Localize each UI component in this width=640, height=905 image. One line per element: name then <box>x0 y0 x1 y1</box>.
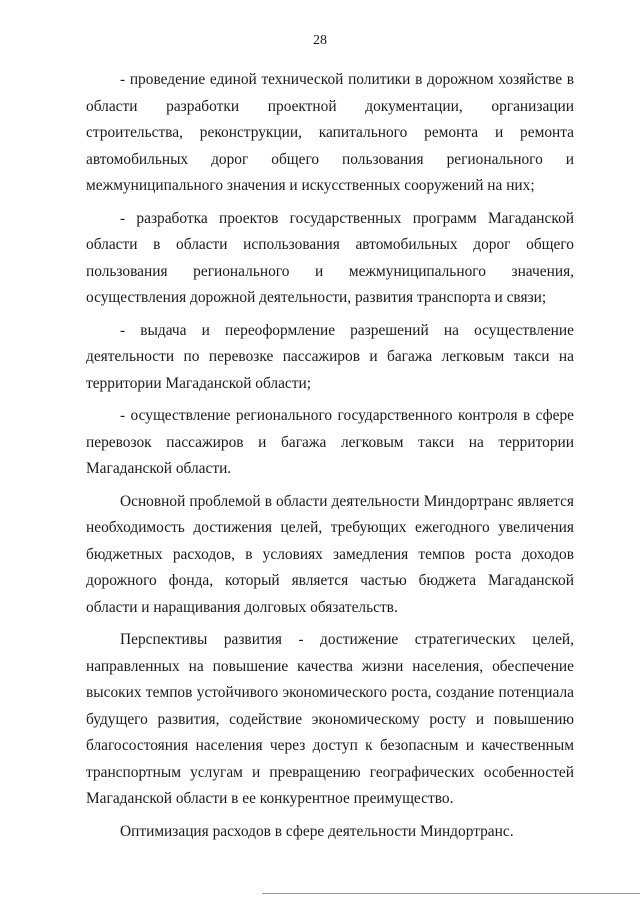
paragraph-road-policy: - проведение единой технической политики в дорожном хозяйстве в области разработки проектной документации, организации строительства, реконструкции, капитального ремонта и ремонта автомобильных дорог общего пользования регионального и межмуниципального значения и искусственных сооружений на них; <box>86 71 574 194</box>
document-body <box>86 67 574 851</box>
bottom-scan-line <box>262 893 640 894</box>
paragraph-taxi-control: - осуществление регионального государственного контроля в сфере перевозок пассажиров и багажа легковым такси на территории Магаданской области. <box>86 407 574 477</box>
paragraph-development-prospects: Перспективы развития - достижение стратегических целей, направленных на повышение качества жизни населения, обеспечение высоких темпов устойчивого экономического роста, создание потенциала будущего развития, содействие экономическому росту и повышению благосостояния населения через доступ к безопасным и качественным транспортным услугам и превращению географических особенностей Магаданской области в ее конкурентное преимущество. <box>86 631 574 807</box>
paragraph-main-problem: Основной проблемой в области деятельности Миндортранс является необходимость достижения целей, требующих ежегодного увеличения бюджетных расходов, в условиях замедления темпов роста доходов дорожного фонда, который является частью бюджета Магаданской области и наращивания долговых обязательств. <box>86 492 574 616</box>
paragraph-taxi-permits: - выдача и переоформление разрешений на осуществление деятельности по перевозке пассажиров и багажа легковым такси на территории Магаданской области; <box>86 321 574 392</box>
paragraph-state-programs: - разработка проектов государственных программ Магаданской области в области использования автомобильных дорог общего пользования регионального и межмуниципального значения, осуществления дорожной деятельности, развития транспорта и связи; <box>86 209 574 306</box>
page-number: 28 <box>313 33 327 48</box>
paragraph-cost-optimization: Оптимизация расходов в сфере деятельности Миндортранс. <box>120 822 514 840</box>
